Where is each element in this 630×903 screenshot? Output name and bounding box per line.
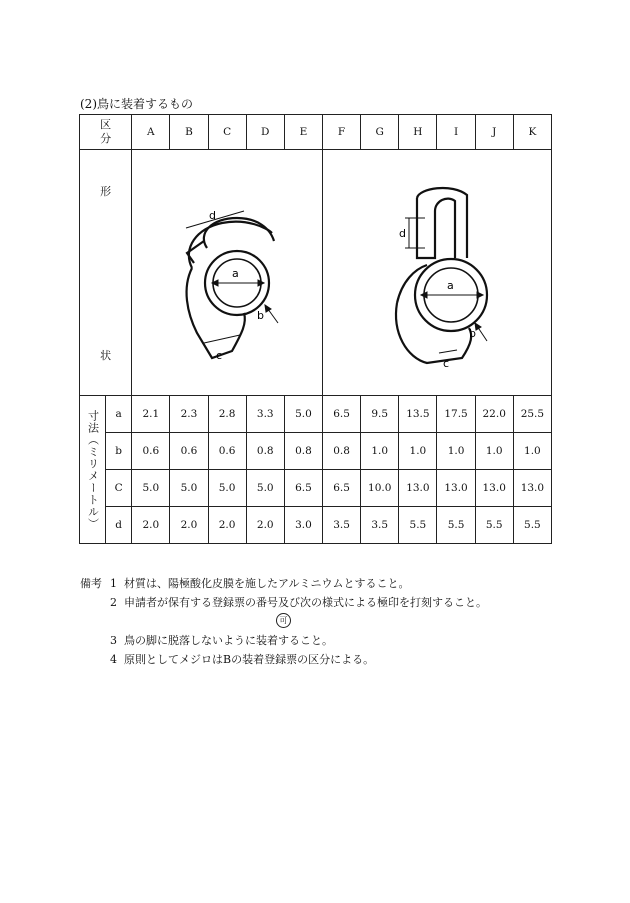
remark-number: 4 bbox=[110, 653, 117, 666]
remark-text: 鳥の脚に脱落しないように装着すること。 bbox=[124, 634, 333, 647]
cell: 3.5 bbox=[361, 507, 399, 544]
cell: 5.5 bbox=[437, 507, 475, 544]
cell: 13.0 bbox=[475, 470, 513, 507]
cell: 17.5 bbox=[437, 396, 475, 433]
shape-char-2: 状 bbox=[100, 348, 112, 362]
kubun-char-1: 区 bbox=[100, 118, 112, 131]
cell: 13.5 bbox=[399, 396, 437, 433]
col-header: I bbox=[437, 115, 475, 150]
cell: 1.0 bbox=[513, 433, 551, 470]
cell: 2.3 bbox=[170, 396, 208, 433]
cell: 0.8 bbox=[323, 433, 361, 470]
remark-item bbox=[80, 593, 487, 612]
fig-left-a: a bbox=[232, 266, 239, 280]
cell: 1.0 bbox=[437, 433, 475, 470]
dim-row-a bbox=[80, 396, 552, 433]
cell: 10.0 bbox=[361, 470, 399, 507]
remark-number: 1 bbox=[110, 577, 117, 590]
cell: 2.0 bbox=[208, 507, 246, 544]
cell: 9.5 bbox=[361, 396, 399, 433]
row-key: b bbox=[106, 433, 132, 470]
col-header: J bbox=[475, 115, 513, 150]
cell: 6.5 bbox=[323, 470, 361, 507]
shape-row bbox=[80, 150, 552, 396]
shape-label bbox=[80, 150, 132, 396]
cell: 2.0 bbox=[170, 507, 208, 544]
remark-item bbox=[80, 650, 487, 669]
dimension-label bbox=[80, 396, 106, 544]
spec-table bbox=[79, 114, 552, 544]
fig-right-b: b bbox=[469, 326, 476, 340]
ring-figure-small bbox=[132, 150, 323, 396]
cell: 6.5 bbox=[284, 470, 322, 507]
cell: 5.5 bbox=[513, 507, 551, 544]
cell: 25.5 bbox=[513, 396, 551, 433]
dim-row-b bbox=[80, 433, 552, 470]
col-header: H bbox=[399, 115, 437, 150]
cell: 0.6 bbox=[170, 433, 208, 470]
cell: 1.0 bbox=[475, 433, 513, 470]
dim-row-c bbox=[80, 470, 552, 507]
col-header: A bbox=[132, 115, 170, 150]
ring-figure-large bbox=[323, 150, 552, 396]
cell: 2.0 bbox=[246, 507, 284, 544]
col-header: F bbox=[323, 115, 361, 150]
section-heading: (2)鳥に装着するもの bbox=[80, 97, 193, 111]
fig-right-c: c bbox=[443, 356, 450, 370]
cell: 1.0 bbox=[399, 433, 437, 470]
cell: 13.0 bbox=[437, 470, 475, 507]
cell: 22.0 bbox=[475, 396, 513, 433]
remarks bbox=[80, 574, 487, 669]
fig-right-a: a bbox=[447, 278, 454, 292]
dimension-label-text: 寸法（ミリメートル） bbox=[86, 409, 100, 530]
fig-left-b: b bbox=[257, 308, 265, 322]
col-header: C bbox=[208, 115, 246, 150]
remark-item bbox=[80, 574, 487, 593]
row-key: d bbox=[106, 507, 132, 544]
col-header: G bbox=[361, 115, 399, 150]
dim-row-d bbox=[80, 507, 552, 544]
fig-left-d: d bbox=[209, 208, 217, 222]
remark-number: 3 bbox=[110, 634, 117, 647]
cell: 3.5 bbox=[323, 507, 361, 544]
stamp-mark: 可 bbox=[276, 613, 291, 628]
cell: 5.0 bbox=[246, 470, 284, 507]
cell: 2.8 bbox=[208, 396, 246, 433]
stamp-row bbox=[80, 612, 487, 631]
ring-drawing-right bbox=[357, 173, 517, 373]
cell: 5.0 bbox=[132, 470, 170, 507]
remark-item bbox=[80, 631, 487, 650]
cell: 1.0 bbox=[361, 433, 399, 470]
cell: 5.0 bbox=[284, 396, 322, 433]
cell: 2.0 bbox=[132, 507, 170, 544]
cell: 5.5 bbox=[475, 507, 513, 544]
cell: 0.6 bbox=[208, 433, 246, 470]
header-row bbox=[80, 115, 552, 150]
cell: 3.0 bbox=[284, 507, 322, 544]
col-header: B bbox=[170, 115, 208, 150]
cell: 3.3 bbox=[246, 396, 284, 433]
cell: 0.6 bbox=[132, 433, 170, 470]
cell: 0.8 bbox=[246, 433, 284, 470]
cell: 0.8 bbox=[284, 433, 322, 470]
cell: 5.0 bbox=[208, 470, 246, 507]
row-key: C bbox=[106, 470, 132, 507]
kubun-char-2: 分 bbox=[100, 132, 112, 145]
cell: 13.0 bbox=[399, 470, 437, 507]
kubun-label bbox=[80, 115, 132, 150]
row-key: a bbox=[106, 396, 132, 433]
fig-right-d: d bbox=[399, 226, 406, 240]
shape-char-1: 形 bbox=[100, 184, 112, 198]
remark-text: 原則としてメジロはBの装着登録票の区分による。 bbox=[124, 653, 375, 666]
cell: 6.5 bbox=[323, 396, 361, 433]
col-header: K bbox=[513, 115, 551, 150]
col-header: E bbox=[284, 115, 322, 150]
col-header: D bbox=[246, 115, 284, 150]
cell: 5.0 bbox=[170, 470, 208, 507]
remarks-lead: 備考 bbox=[80, 577, 102, 590]
fig-left-c: c bbox=[216, 348, 223, 362]
remark-text: 申請者が保有する登録票の番号及び次の様式による極印を打刻すること。 bbox=[124, 596, 487, 609]
cell: 5.5 bbox=[399, 507, 437, 544]
cell: 2.1 bbox=[132, 396, 170, 433]
cell: 13.0 bbox=[513, 470, 551, 507]
ring-drawing-left bbox=[152, 173, 302, 373]
remark-text: 材質は、陽極酸化皮膜を施したアルミニウムとすること。 bbox=[124, 577, 410, 590]
remark-number: 2 bbox=[110, 596, 117, 609]
